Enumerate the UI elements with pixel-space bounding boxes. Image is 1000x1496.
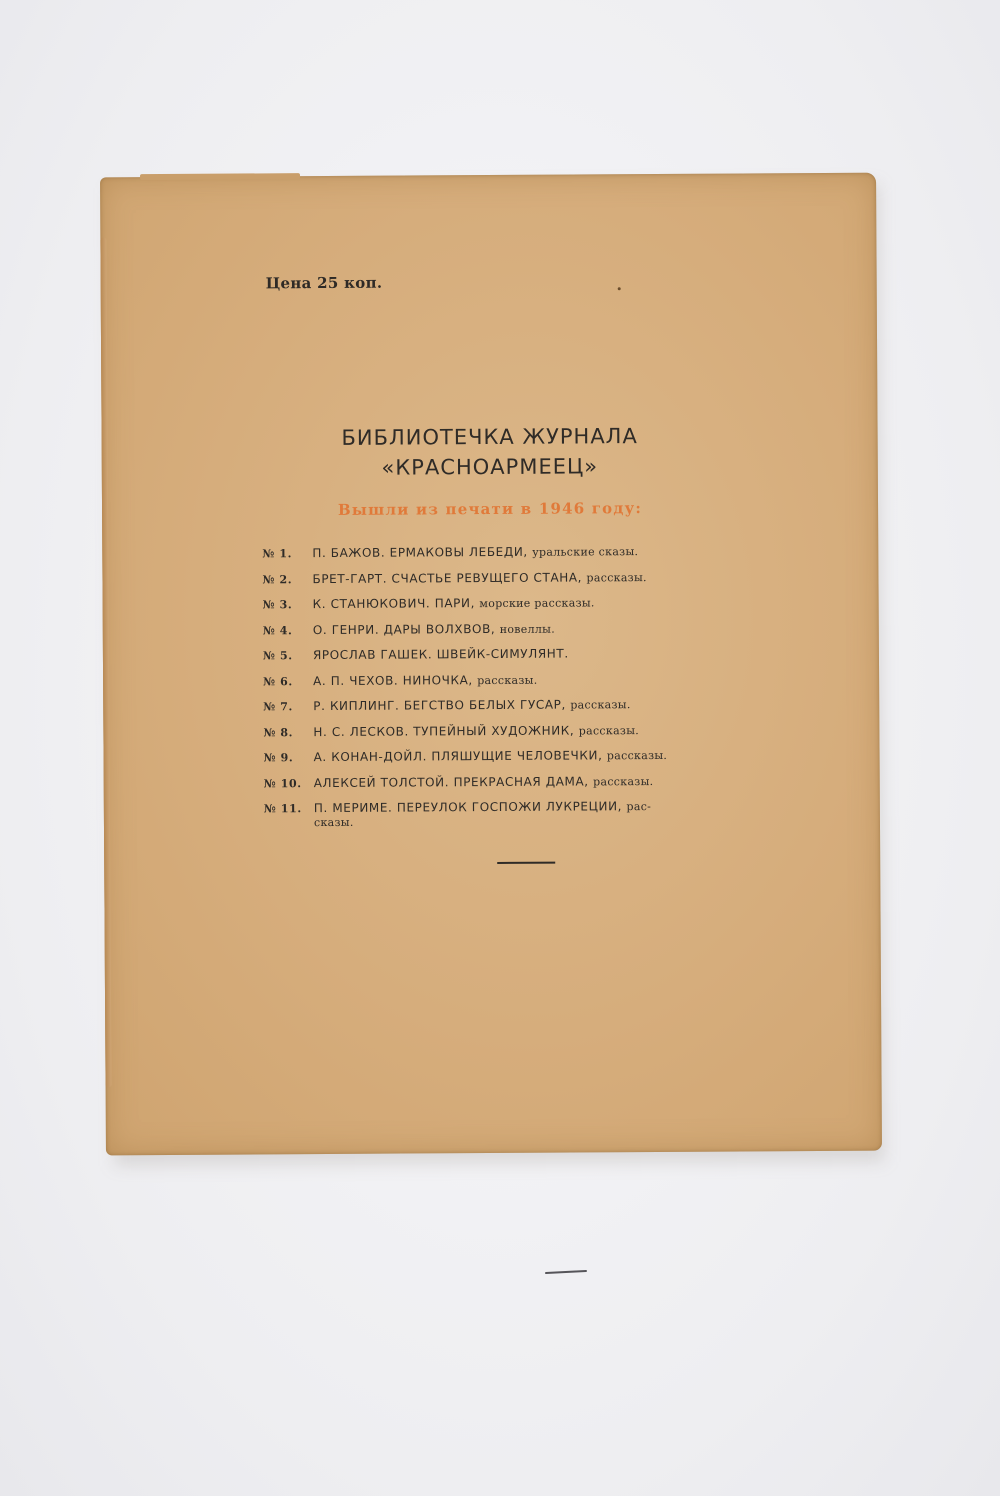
item-number: № 7. (263, 700, 293, 714)
item-number: № 5. (262, 649, 293, 663)
list-item (263, 666, 783, 695)
item-genre-continuation: сказы. (313, 815, 354, 829)
list-item (263, 640, 783, 669)
list-item (263, 717, 783, 746)
list-item (263, 589, 783, 618)
paper-speck (618, 287, 621, 290)
item-title: П. БАЖОВ. ЕРМАКОВЫ ЛЕБЕДИ, (312, 544, 528, 561)
item-number: № 9. (263, 751, 294, 765)
item-title: О. ГЕНРИ. ДАРЫ ВОЛХВОВ, (312, 621, 496, 637)
item-genre: рассказы. (606, 748, 668, 763)
item-genre: рас- (626, 800, 652, 814)
item-genre: рассказы. (570, 698, 631, 712)
torn-paper-edge (140, 173, 300, 180)
list-item (262, 564, 782, 593)
item-title: ЯРОСЛАВ ГАШЕК. ШВЕЙК-СИМУЛЯНТ. (312, 646, 569, 663)
titles-list (262, 538, 784, 830)
item-title: АЛЕКСЕЙ ТОЛСТОЙ. ПРЕКРАСНАЯ ДАМА, (313, 773, 589, 790)
item-title: БРЕТ-ГАРТ. СЧАСТЬЕ РЕВУЩЕГО СТАНА, (312, 569, 583, 586)
item-number: № 3. (262, 598, 293, 612)
item-number: № 10. (263, 776, 302, 790)
item-title: А. КОНАН-ДОЙЛ. ПЛЯШУЩИЕ ЧЕЛОВЕЧКИ, (313, 748, 603, 765)
item-number: № 8. (263, 725, 294, 739)
series-title-line2: «КРАСНОАРМЕЕЦ» (381, 454, 599, 480)
price-label: Цена 25 коп. (265, 273, 383, 293)
series-title-line1: БИБЛИОТЕЧКА ЖУРНАЛА (341, 424, 638, 450)
item-title: К. СТАНЮКОВИЧ. ПАРИ, (312, 596, 476, 612)
item-genre: морские рассказы. (479, 596, 595, 611)
item-title: Н. С. ЛЕСКОВ. ТУПЕЙНЫЙ ХУДОЖНИК, (313, 722, 575, 739)
list-item (264, 768, 784, 797)
list-item (263, 615, 783, 644)
list-item (262, 538, 782, 567)
item-number: № 2. (262, 572, 293, 586)
item-title: П. МЕРИМЕ. ПЕРЕУЛОК ГОСПОЖИ ЛУКРЕЦИИ, (313, 799, 623, 816)
item-genre: рассказы. (578, 723, 640, 737)
list-item (263, 691, 783, 720)
closing-rule (497, 862, 555, 864)
item-number: № 6. (263, 674, 293, 688)
booklet-back-cover (100, 173, 882, 1156)
published-subheading: Вышли из печати в 1946 году: (337, 499, 643, 519)
item-genre: рассказы. (593, 774, 654, 788)
item-genre: новеллы. (499, 622, 556, 636)
item-number: № 1. (262, 547, 293, 561)
item-number: № 11. (263, 802, 302, 816)
item-title: А. П. ЧЕХОВ. НИНОЧКА, (313, 672, 473, 688)
item-genre: уральские сказы. (532, 545, 639, 559)
list-item (264, 793, 784, 830)
item-genre: рассказы. (586, 570, 647, 584)
item-number: № 4. (262, 623, 293, 637)
item-genre: рассказы. (477, 673, 538, 687)
item-title: Р. КИПЛИНГ. БЕГСТВО БЕЛЫХ ГУСАР, (313, 697, 566, 714)
list-item (263, 742, 783, 771)
